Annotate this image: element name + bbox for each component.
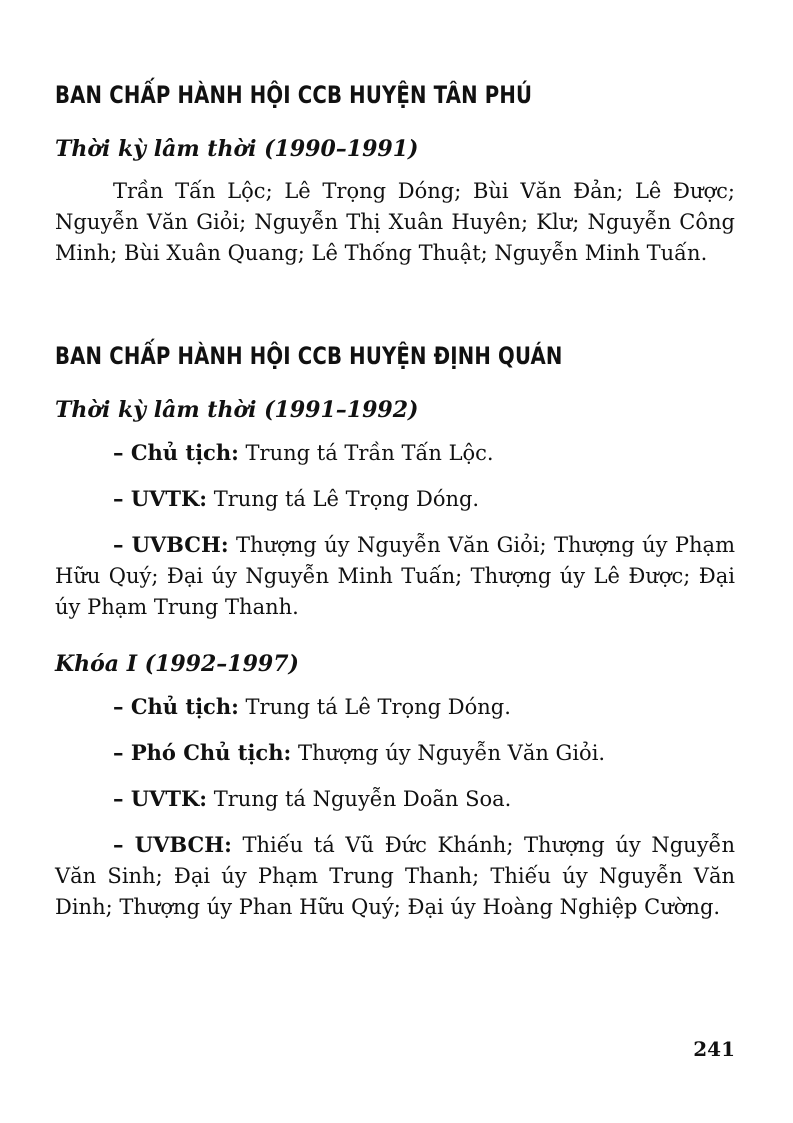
members-paragraph: Trần Tấn Lộc; Lê Trọng Dóng; Bùi Văn Đản; Lê Được; Nguyễn Văn Giỏi; Nguyễn Thị Xuân Huyên; Klư; Nguyễn Công Minh; Bùi Xuân Quang; Lê Thống Thuật; Nguyễn Minh Tuấn. <box>55 179 735 265</box>
entry-label: UVTK: <box>130 786 208 811</box>
entry-label: Chủ tịch: <box>130 694 239 719</box>
entry-label: UVBCH: <box>131 532 229 557</box>
entry-dash: – <box>113 694 124 719</box>
entry-dash: – <box>113 532 124 557</box>
section-heading-dinh-quan: BAN CHẤP HÀNH HỘI CCB HUYỆN ĐỊNH QUÁN <box>55 342 563 370</box>
entry-chairman <box>55 691 735 723</box>
entry-uvbch <box>55 529 735 623</box>
entry-text: Thượng úy Nguyễn Văn Giỏi. <box>297 741 606 765</box>
entry-label: UVTK: <box>130 486 208 511</box>
entry-label: UVBCH: <box>134 832 232 857</box>
page-number: 241 <box>693 1037 735 1061</box>
entry-dash: – <box>113 486 124 511</box>
page-body <box>55 78 735 923</box>
entry-text: Trung tá Trần Tấn Lộc. <box>245 441 494 465</box>
entry-text: Trung tá Lê Trọng Dóng. <box>245 695 511 719</box>
entry-label: Phó Chủ tịch: <box>130 740 292 765</box>
entry-uvbch <box>55 829 735 923</box>
entry-label: Chủ tịch: <box>130 440 239 465</box>
period-heading: Thời kỳ lâm thời (1991–1992) <box>55 397 419 423</box>
section-heading-tan-phu: BAN CHẤP HÀNH HỘI CCB HUYỆN TÂN PHÚ <box>55 81 533 109</box>
period-heading: Khóa I (1992–1997) <box>55 651 299 677</box>
entry-uvtk <box>55 483 735 515</box>
entry-dash: – <box>113 440 124 465</box>
entry-dash: – <box>113 832 124 857</box>
entry-vice-chairman <box>55 737 735 769</box>
entry-dash: – <box>113 740 124 765</box>
entry-uvtk <box>55 783 735 815</box>
entry-text: Trung tá Nguyễn Doãn Soa. <box>213 787 512 811</box>
entry-text: Thượng úy Nguyễn Văn Giỏi; Thượng úy Phạm Hữu Quý; Đại úy Nguyễn Minh Tuấn; Thượng úy Lê Được; Đại úy Phạm Trung Thanh. <box>55 533 735 619</box>
entry-chairman <box>55 437 735 469</box>
entry-text: Thiếu tá Vũ Đức Khánh; Thượng úy Nguyễn Văn Sinh; Đại úy Phạm Trung Thanh; Thiếu úy Nguyễn Văn Dinh; Thượng úy Phan Hữu Quý; Đại úy Hoàng Nghiệp Cường. <box>55 833 735 919</box>
entry-text: Trung tá Lê Trọng Dóng. <box>213 487 480 511</box>
period-heading: Thời kỳ lâm thời (1990–1991) <box>55 136 419 162</box>
entry-dash: – <box>113 786 124 811</box>
